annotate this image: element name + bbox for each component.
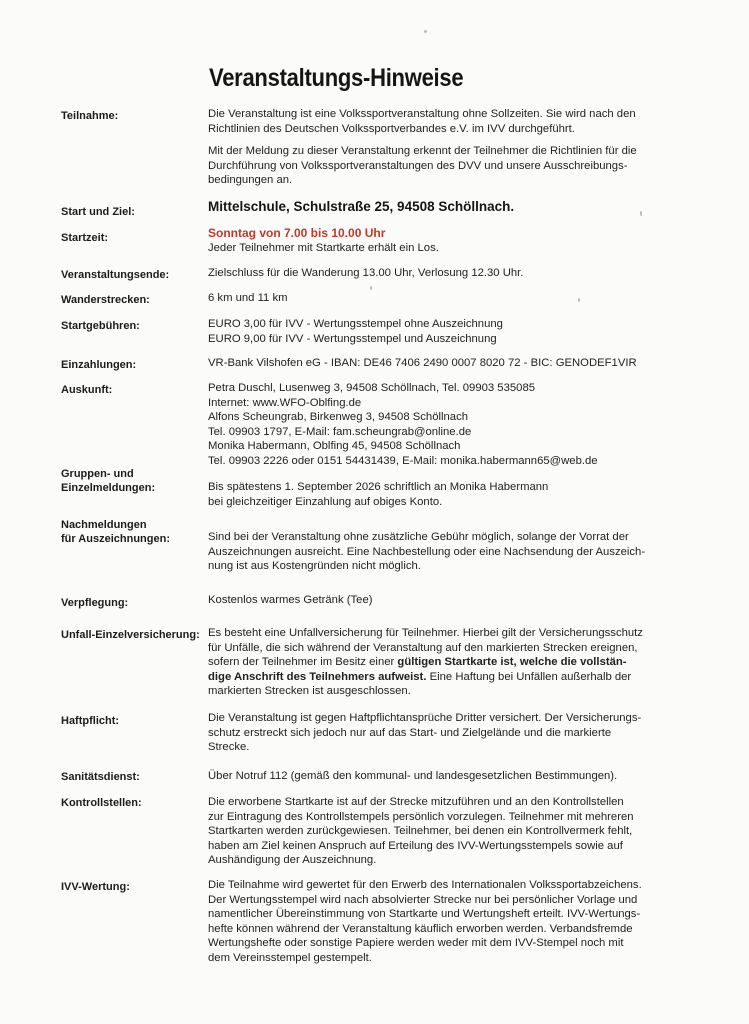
- label-gruppen: Gruppen- und Einzelmeldungen:: [61, 468, 156, 494]
- text-line: Tel. 09903 1797, E-Mail: fam.scheungrab@online.de: [208, 425, 472, 438]
- scan-speck: [578, 298, 580, 302]
- text-line: für Unfälle, die sich während der Veranstaltung auf den markierten Strecken ereignen,: [208, 641, 638, 654]
- text-line: namentlicher Übereinstimmung von Startkarte und Wertungsheft erteilt. IVV-Wertungs-: [208, 908, 641, 921]
- text-line: zur Eintragung des Kontrollstempels persönlich vorzulegen. Teilnehmer mit mehreren: [208, 810, 634, 823]
- label-nachmeldungen: Nachmeldungen für Auszeichnungen:: [61, 519, 170, 545]
- label-wanderstrecken: Wanderstrecken:: [61, 294, 150, 306]
- content-veranstaltungsende: [208, 266, 693, 281]
- text-line: haben am Ziel keinen Anspruch auf Erteilung des IVV-Wertungsstempels sowie auf: [208, 839, 623, 852]
- content-wanderstrecken: [208, 291, 693, 306]
- content-startzeit: [208, 226, 693, 255]
- text-line: 6 km und 11 km: [208, 292, 288, 304]
- content-teilnahme: [208, 107, 693, 188]
- label-startzeit: Startzeit:: [61, 232, 109, 244]
- content-sanitaet: [208, 769, 693, 784]
- label-start-ziel: Start und Ziel:: [61, 206, 135, 218]
- content-unfall: [208, 626, 693, 699]
- text-line: markierten Strecken ist ausgeschlossen.: [208, 685, 411, 698]
- content-auskunft: [208, 381, 693, 469]
- content-start-ziel: [208, 200, 693, 215]
- text-line: [208, 670, 693, 685]
- text-line: [208, 655, 693, 670]
- bold-segment: dige Anschrift des Teilnehmers aufweist.: [208, 670, 427, 683]
- text-line: Jeder Teilnehmer mit Startkarte erhält ein Los.: [208, 241, 439, 254]
- label-einzahlungen: Einzahlungen:: [61, 359, 137, 371]
- text-line: Die Teilnahme wird gewertet für den Erwerb des Internationalen Volkssportabzeichens.: [208, 879, 642, 891]
- bold-segment: gültigen Startkarte ist, welche die vollstän-: [397, 656, 627, 669]
- label-sanitaet: Sanitätsdienst:: [61, 771, 140, 783]
- text-segment: sofern der Teilnehmer im Besitz einer: [208, 656, 398, 669]
- content-haftpflicht: [208, 711, 693, 755]
- scan-speck: [370, 286, 372, 290]
- content-gruppen: [208, 480, 693, 509]
- text-line: schutz erstreckt sich jedoch nur auf das Start- und Zielgelände und die markierte: [208, 726, 612, 739]
- content-kontrollstellen: [208, 795, 693, 868]
- text-line: Kostenlos warmes Getränk (Tee): [208, 594, 373, 606]
- text-line: Aushändigung der Auszeichnung.: [208, 854, 377, 867]
- text-line: Der Wertungsstempel wird nach absolvierter Strecke nur bei persönlicher Vorlage und: [208, 893, 638, 906]
- text-line: Durchführung von Volkssportveranstaltungen des DVV und unsere Ausschreibungs-: [208, 159, 628, 172]
- scan-speck: [424, 30, 427, 33]
- label-veranstaltungsende: Veranstaltungsende:: [61, 269, 170, 281]
- label-haftpflicht: Haftpflicht:: [61, 715, 120, 727]
- label-teilnahme: Teilnahme:: [61, 110, 119, 122]
- text-line: bedingungen an.: [208, 174, 293, 187]
- text-line: Mit der Meldung zu dieser Veranstaltung erkennt der Teilnehmer die Richtlinien für die: [208, 145, 637, 158]
- label-auskunft: Auskunft:: [61, 384, 113, 396]
- label-kontrollstellen: Kontrollstellen:: [61, 797, 142, 809]
- label-verpflegung: Verpflegung:: [61, 597, 129, 609]
- text-line: EURO 9,00 für IVV - Wertungsstempel und Auszeichnung: [208, 332, 497, 345]
- text-line: Über Notruf 112 (gemäß den kommunal- und landesgesetzlichen Bestimmungen).: [208, 770, 618, 782]
- text-line: Strecke.: [208, 741, 250, 754]
- text-line: Zielschluss für die Wanderung 13.00 Uhr, Verlosung 12.30 Uhr.: [208, 267, 524, 279]
- text-line: Internet: www.WFO-Oblfing.de: [208, 396, 362, 409]
- label-unfall: Unfall-Einzelversicherung:: [61, 629, 200, 641]
- text-line: Es besteht eine Unfallversicherung für Teilnehmer. Hierbei gilt der Versicherungsschutz: [208, 627, 643, 639]
- text-line: Startkarten werden zurückgewiesen. Teilnehmer, bei denen ein Kontrollvermerk fehlt,: [208, 825, 633, 838]
- text-line: Richtlinien des Deutschen Volkssportverbandes e.V. im IVV durchgeführt.: [208, 122, 575, 135]
- start-location: Mittelschule, Schulstraße 25, 94508 Schöllnach.: [208, 199, 515, 214]
- page-title: Veranstaltungs-Hinweise: [209, 64, 464, 92]
- text-line: Alfons Scheungrab, Birkenweg 3, 94508 Schöllnach: [208, 411, 468, 424]
- scan-speck: [640, 211, 642, 216]
- text-line: EURO 3,00 für IVV - Wertungsstempel ohne Auszeichnung: [208, 318, 503, 330]
- text-line: Auszeichnungen ausreicht. Eine Nachbestellung oder eine Nachsendung der Auszeich-: [208, 545, 646, 558]
- text-line: hefte können während der Veranstaltung käuflich erworben werden. Verbandsfremde: [208, 922, 633, 935]
- text-line: Petra Duschl, Lusenweg 3, 94508 Schöllnach, Tel. 09903 535085: [208, 382, 536, 394]
- text-line: Wertungshefte oder sonstige Papiere werden weder mit dem IVV-Stempel noch mit: [208, 937, 624, 950]
- text-line: Monika Habermann, Oblfing 45, 94508 Schöllnach: [208, 440, 461, 453]
- text-line: dem Vereinsstempel gestempelt.: [208, 951, 372, 964]
- text-line: VR-Bank Vilshofen eG - IBAN: DE46 7406 2490 0007 8020 72 - BIC: GENODEF1VIR: [208, 357, 637, 369]
- label-startgebuehren: Startgebühren:: [61, 320, 140, 332]
- content-verpflegung: [208, 593, 693, 608]
- content-startgebuehren: [208, 317, 693, 346]
- start-time-highlight: Sonntag von 7.00 bis 10.00 Uhr: [208, 226, 386, 240]
- text-line: bei gleichzeitiger Einzahlung auf obiges Konto.: [208, 495, 443, 508]
- text-line: Sind bei der Veranstaltung ohne zusätzliche Gebühr möglich, solange der Vorrat der: [208, 531, 629, 543]
- content-ivv: [208, 878, 693, 966]
- text-line: nung ist aus Kostengründen nicht möglich.: [208, 560, 421, 573]
- content-nachmeldungen: [208, 530, 693, 574]
- text-line: Die Veranstaltung ist gegen Haftpflichtansprüche Dritter versichert. Der Versicherungs-: [208, 712, 642, 724]
- text-line: Tel. 09903 2226 oder 0151 54431439, E-Mail: monika.habermann65@web.de: [208, 454, 598, 467]
- text-line: Die Veranstaltung ist eine Volkssportveranstaltung ohne Sollzeiten. Sie wird nach den: [208, 108, 636, 120]
- text-line: Bis spätestens 1. September 2026 schriftlich an Monika Habermann: [208, 481, 549, 493]
- text-segment: Eine Haftung bei Unfällen außerhalb der: [426, 670, 632, 683]
- text-line: Die erworbene Startkarte ist auf der Strecke mitzuführen und an den Kontrollstellen: [208, 796, 624, 808]
- content-einzahlungen: [208, 356, 693, 371]
- label-ivv: IVV-Wertung:: [61, 881, 130, 893]
